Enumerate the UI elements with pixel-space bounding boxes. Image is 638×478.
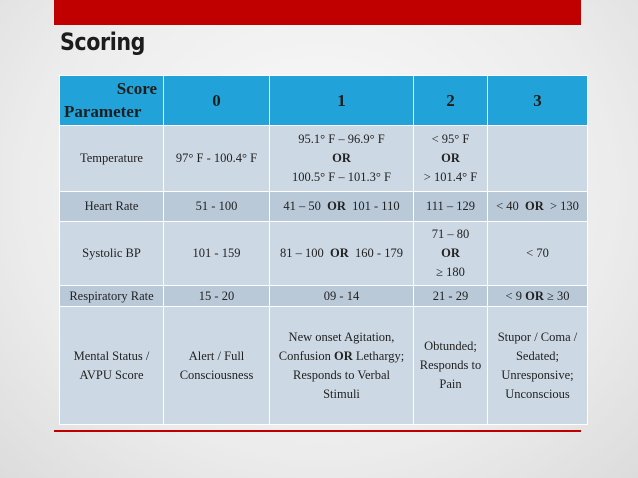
or-text: OR: [525, 288, 544, 303]
status-text: Consciousness: [179, 367, 254, 382]
status-text: Stimuli: [323, 386, 360, 401]
parameter-label: Parameter: [64, 102, 142, 121]
status-text: Unresponsive;: [501, 367, 574, 382]
status-text: Unconscious: [505, 386, 570, 401]
range-text: > 130: [550, 199, 579, 213]
score-header-2: 2: [414, 76, 488, 126]
status-text-line: [273, 347, 410, 366]
score1-cell: 09 - 14: [270, 286, 414, 307]
parameter-cell: [60, 307, 164, 425]
top-accent-bar: [54, 0, 581, 25]
range-text: ≥ 30: [546, 288, 570, 303]
score1-cell: [270, 126, 414, 192]
table-row-heart-rate: [60, 192, 588, 222]
parameter-cell: Temperature: [60, 126, 164, 192]
score0-cell: 51 - 100: [164, 192, 270, 222]
status-text: New onset Agitation,: [288, 329, 395, 344]
score3-cell: [488, 192, 588, 222]
score2-cell: [414, 307, 488, 425]
status-text: Lethargy;: [355, 348, 405, 363]
status-text: Alert / Full: [188, 348, 245, 363]
parameter-cell: Systolic BP: [60, 222, 164, 286]
score3-cell: [488, 286, 588, 307]
table-row-mental-status: [60, 307, 588, 425]
range-text: 100.5° F – 101.3° F: [292, 170, 391, 184]
range-text: 41 – 50: [283, 199, 321, 213]
score0-cell: 101 - 159: [164, 222, 270, 286]
parameter-cell: Heart Rate: [60, 192, 164, 222]
header-row: [60, 76, 588, 126]
scoring-table: [59, 75, 588, 425]
status-text: Responds to Verbal: [293, 367, 390, 382]
status-text: Obtunded;: [424, 339, 477, 353]
table-row-respiratory-rate: [60, 286, 588, 307]
score3-cell: [488, 126, 588, 192]
range-text: > 101.4° F: [423, 170, 478, 184]
range-text: 95.1° F – 96.9° F: [298, 132, 385, 146]
table-row-systolic-bp: [60, 222, 588, 286]
score0-cell: [164, 307, 270, 425]
score-header-0: 0: [164, 76, 270, 126]
score0-cell: 97° F - 100.4° F: [164, 126, 270, 192]
or-text: OR: [441, 246, 460, 260]
or-text: OR: [332, 151, 351, 165]
range-text: < 95° F: [431, 132, 470, 146]
score2-cell: 21 - 29: [414, 286, 488, 307]
score1-cell: [270, 307, 414, 425]
or-text: OR: [441, 151, 460, 165]
or-text: OR: [330, 246, 349, 260]
or-text: OR: [525, 199, 544, 213]
status-text: Stupor / Coma /: [497, 329, 578, 344]
status-text: Confusion: [278, 348, 331, 363]
parameter-cell: Respiratory Rate: [60, 286, 164, 307]
slide-title: Scoring: [60, 28, 145, 56]
score-header-1: 1: [270, 76, 414, 126]
score3-cell: [488, 307, 588, 425]
corner-header-cell: [60, 76, 164, 126]
score3-cell: < 70: [488, 222, 588, 286]
status-text: Responds to: [419, 358, 482, 372]
status-text: Pain: [439, 377, 462, 391]
or-text: OR: [333, 348, 353, 363]
score-header-3: 3: [488, 76, 588, 126]
parameter-text: AVPU Score: [79, 367, 144, 382]
status-text: Sedated;: [515, 348, 560, 363]
score2-cell: [414, 222, 488, 286]
or-text: OR: [327, 199, 346, 213]
score2-cell: [414, 126, 488, 192]
range-text: < 9: [505, 288, 522, 303]
range-text: ≥ 180: [436, 265, 465, 279]
range-text: 101 - 110: [352, 199, 400, 213]
table-row-temperature: [60, 126, 588, 192]
bottom-accent-line: [54, 430, 581, 432]
score-label: Score: [116, 79, 157, 98]
score2-cell: 111 – 129: [414, 192, 488, 222]
score1-cell: [270, 222, 414, 286]
range-text: 160 - 179: [355, 246, 403, 260]
score1-cell: [270, 192, 414, 222]
range-text: < 40: [496, 199, 519, 213]
score0-cell: 15 - 20: [164, 286, 270, 307]
range-text: 81 – 100: [280, 246, 324, 260]
range-text: 71 – 80: [431, 227, 470, 241]
parameter-text: Mental Status /: [73, 348, 150, 363]
